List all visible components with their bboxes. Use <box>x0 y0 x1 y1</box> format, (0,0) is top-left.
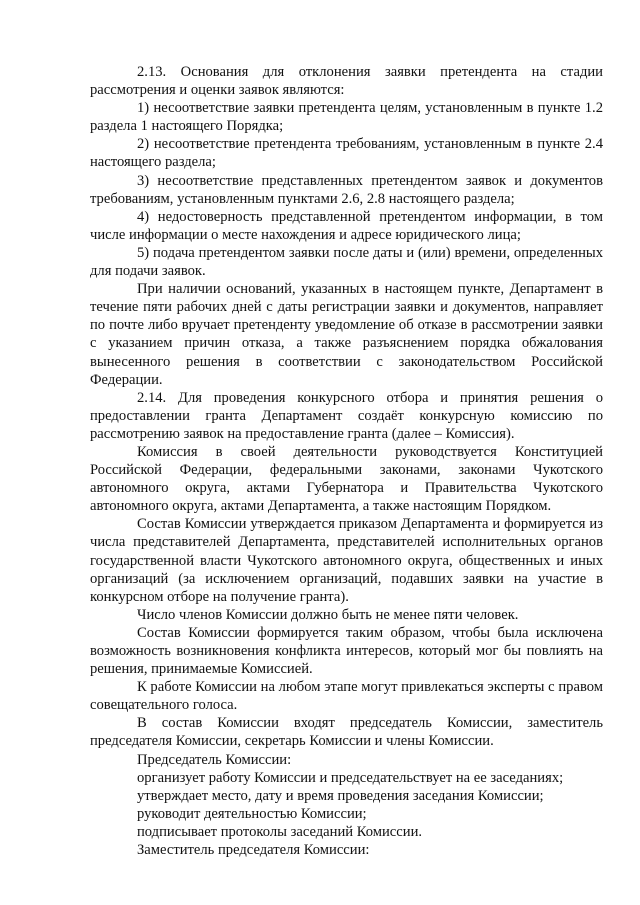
paragraph-commission-composition: Состав Комиссии утверждается приказом Департамента и формируется из числа представителей Департамента, представителей исполнительных органов государственной власти Чукотского автономного округа, общественных и иных организаций (за исключением организаций, подавших заявки на участие в конкурсном отборе на получение гранта). <box>90 516 603 605</box>
paragraph-2-13-heading: 2.13. Основания для отклонения заявки претендента на стадии рассмотрения и оценки заявок являются: <box>90 64 603 99</box>
paragraph-chairman-duty-1: организует работу Комиссии и председательствует на ее заседаниях; <box>137 769 564 786</box>
paragraph-chairman-heading: Председатель Комиссии: <box>137 751 292 768</box>
paragraph-member-count: Число членов Комиссии должно быть не менее пяти человек. <box>137 606 519 623</box>
document-page <box>90 63 603 859</box>
paragraph-rejection-notice: При наличии оснований, указанных в настоящем пункте, Департамент в течение пяти рабочих дней с даты регистрации заявки и документов, направляет по почте либо вручает претенденту уведомление об отказе в рассмотрении заявки с указанием причин отказа, а также разъяснением порядка обжалования вынесенного решения в соответствии с законодательством Российской Федерации. <box>90 281 603 388</box>
paragraph-reason-4: 4) недостоверность представленной претендентом информации, в том числе информации о месте нахождения и адресе юридического лица; <box>90 208 603 243</box>
paragraph-2-14-heading: 2.14. Для проведения конкурсного отбора и принятия решения о предоставлении гранта Департамент создаёт конкурсную комиссию по рассмотрению заявок на предоставление гранта (далее – Комиссия). <box>90 389 603 442</box>
paragraph-chairman-duty-2: утверждает место, дату и время проведения заседания Комиссии; <box>137 787 544 804</box>
paragraph-reason-3: 3) несоответствие представленных претендентом заявок и документов требованиям, установленным пунктами 2.6, 2.8 настоящего раздела; <box>90 172 603 207</box>
paragraph-commission-guidance: Комиссия в своей деятельности руководствуется Конституцией Российской Федерации, федеральными законами, законами Чукотского автономного округа, актами Губернатора и Правительства Чукотского автономного округа, актами Департамента, а также настоящим Порядком. <box>90 443 603 515</box>
paragraph-commission-members: В состав Комиссии входят председатель Комиссии, заместитель председателя Комиссии, секретарь Комиссии и члены Комиссии. <box>90 715 603 750</box>
paragraph-chairman-duty-4: подписывает протоколы заседаний Комиссии. <box>137 823 423 840</box>
paragraph-reason-2: 2) несоответствие претендента требованиям, установленным в пункте 2.4 настоящего раздела; <box>90 136 603 171</box>
paragraph-reason-1: 1) несоответствие заявки претендента целям, установленным в пункте 1.2 раздела 1 настоящего Порядка; <box>90 100 603 135</box>
paragraph-chairman-duty-3: руководит деятельностью Комиссии; <box>137 805 367 822</box>
paragraph-reason-5: 5) подача претендентом заявки после даты и (или) времени, определенных для подачи заявок. <box>90 244 603 280</box>
paragraph-deputy-chairman-heading: Заместитель председателя Комиссии: <box>137 842 370 859</box>
paragraph-conflict-of-interest: Состав Комиссии формируется таким образом, чтобы была исключена возможность возникновения конфликта интересов, который мог бы повлиять на решения, принимаемые Комиссией. <box>90 624 603 678</box>
paragraph-experts: К работе Комиссии на любом этапе могут привлекаться эксперты с правом совещательного голоса. <box>90 679 603 714</box>
